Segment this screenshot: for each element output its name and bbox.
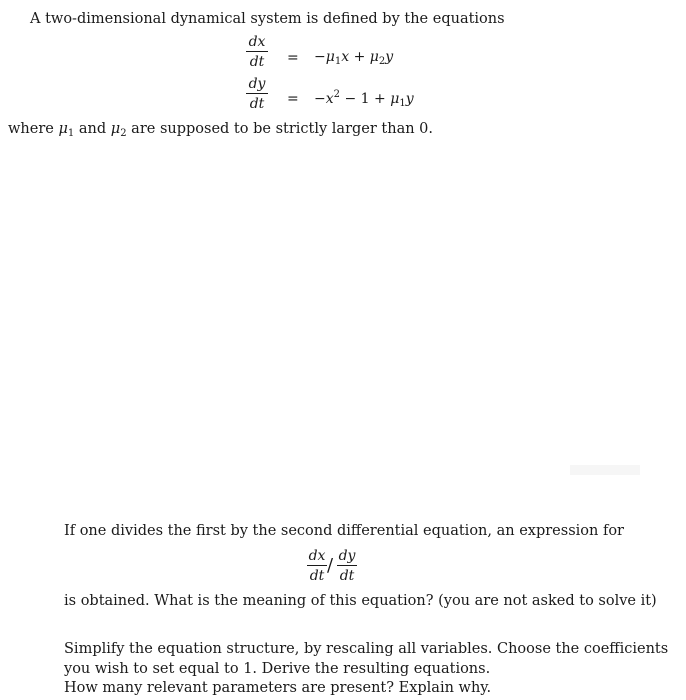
eq2-lhs-fraction <box>246 76 268 112</box>
where-text: where $\mu_1$ and $\mu_2$ are supposed to be strictly larger than 0. <box>8 121 433 139</box>
q1-line2: is obtained. What is the meaning of this equation? (you are not asked to solve it) <box>64 593 657 609</box>
eq2-fraction-bar <box>246 93 268 94</box>
q2-line1: Simplify the equation structure, by rescaling all variables. Choose the coefficients <box>64 641 669 657</box>
q1-frac2-numerator: dy <box>338 548 356 564</box>
eq1-lhs-numerator: dx <box>248 34 266 50</box>
q2-line3: How many relevant parameters are present? Explain why. <box>64 680 492 696</box>
q1-frac1-numerator: dx <box>308 548 326 564</box>
eq1-equals: = <box>287 50 299 66</box>
q1-frac1-bar <box>307 565 327 566</box>
eq1-fraction-bar <box>246 51 268 52</box>
q1-fraction-dxdt <box>307 548 327 584</box>
q1-line1: If one divides the first by the second differential equation, an expression for <box>64 523 624 539</box>
eq2-equals: = <box>287 91 299 107</box>
eq2-lhs-denominator: dt <box>249 96 265 112</box>
q1-frac1-denominator: dt <box>309 568 325 584</box>
q1-frac2-bar <box>337 565 357 566</box>
q1-frac2-denominator: dt <box>339 568 355 584</box>
faint-smudge <box>570 465 640 475</box>
q1-division-slash: / <box>327 555 334 576</box>
q1-fraction-dydt <box>337 548 357 584</box>
intro-text: A two-dimensional dynamical system is defined by the equations <box>30 11 505 27</box>
eq2-rhs: $-x^2 - 1 + \mu_1y$ <box>314 89 414 109</box>
q2-line2: you wish to set equal to 1. Derive the resulting equations. <box>64 661 491 677</box>
eq1-rhs: $-\mu_1x + \mu_2y$ <box>314 49 394 67</box>
eq2-lhs-numerator: dy <box>248 76 266 92</box>
eq1-lhs-fraction <box>246 34 268 70</box>
eq1-lhs-denominator: dt <box>249 54 265 70</box>
